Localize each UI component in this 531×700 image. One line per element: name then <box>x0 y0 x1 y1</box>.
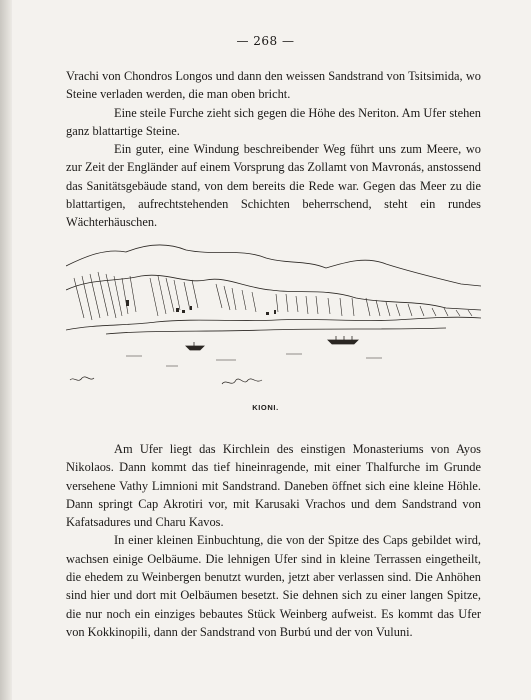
text-block-bottom <box>66 440 481 641</box>
text-block-top <box>66 67 481 232</box>
paragraph: Eine steile Furche zieht sich gegen die Höhe des Neriton. Am Ufer stehen ganz blattartige Steine. <box>66 105 481 138</box>
paragraph: In einer kleinen Einbuchtung, die von der Spitze des Caps gebildet wird, wachsen einige Oelbäume. Die lehnigen Ufer sind in kleine Terrassen eingetheilt, die ehedem zu Weinbergen benutzt wurden, jetzt aber verlassen sind. Die Anhöhen sind hier und dort mit Oelbäumen besetzt. Sie dehnen sich zu einer langen Spitze, die nur noch ein einziges bebautes Stück Weinberg aufweist. Es kommt das Ufer von Kokkinopili, dann der Sandstrand von Burbú und der von Vuluni. <box>66 533 481 639</box>
paragraph: Vrachi von Chondros Longos und dann den weissen Sandstrand von Tsitsimida, wo Steine verladen werden, die man oben bricht. <box>66 69 481 102</box>
paragraph: Am Ufer liegt das Kirchlein des einstigen Monasteriums von Ayos Nikolaos. Dann kommt das tief hineinragende, mit einer Thalfurche im Grunde versehene Vathy Limnioni mit Sandstrand. Daneben öffnet sich eine kleine Höhle. Dann springt Cap Akrotiri vor, mit Karusaki Vrachos und dem Sandstrand von Kafatsadures und Charu Kavos. <box>66 442 481 530</box>
page-number: — 268 — <box>236 34 295 48</box>
landscape-illustration <box>66 238 481 398</box>
landscape-sketch <box>66 238 481 398</box>
figure-caption: KIONI. <box>252 403 279 412</box>
paragraph: Ein guter, eine Windung beschreibender Weg führt uns zum Meere, wo zur Zeit der Engländer auf einem Vorsprung das Zollamt von Mavronás, anstossend das Sanitätsgebäude stand, von dem bereits die Rede war. Gegen das Meer zu die blattartigen, aufrechtstehenden Schichten beherrschend, steht ein rundes Wächterhäuschen. <box>66 142 481 230</box>
page-edge <box>0 0 12 700</box>
